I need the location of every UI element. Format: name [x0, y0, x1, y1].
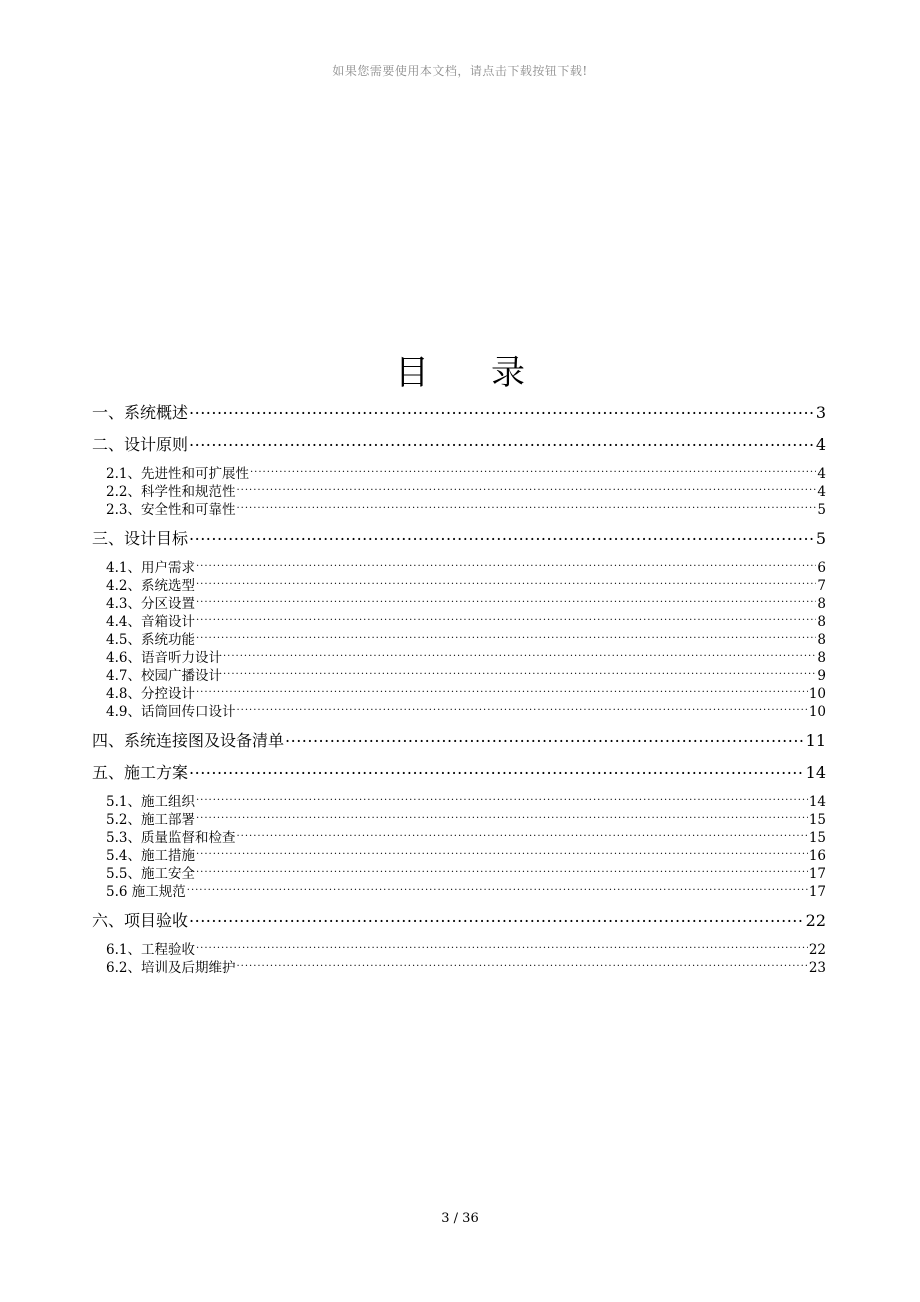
toc-entry[interactable] [92, 402, 826, 424]
toc-subentry-page: 6 [817, 559, 826, 576]
toc-leader-dots [196, 792, 808, 806]
toc-subentry-page: 9 [817, 667, 826, 684]
toc-subentry-label: 5.3、质量监督和检查 [106, 829, 236, 846]
toc-entry-label: 二、设计原则 [92, 435, 189, 454]
toc-entry-page: 3 [815, 403, 826, 422]
toc-subentry[interactable] [92, 684, 826, 702]
toc-subentry[interactable] [92, 702, 826, 720]
toc-subentry[interactable] [92, 864, 826, 882]
toc-subentry-label: 5.1、施工组织 [106, 793, 195, 810]
toc-entry-label: 一、系统概述 [92, 403, 189, 422]
toc-subentry-label: 6.2、培训及后期维护 [106, 959, 236, 976]
toc-subentry-label: 4.6、语音听力设计 [106, 649, 222, 666]
toc-subentry-page: 14 [808, 793, 826, 810]
toc-leader-dots [189, 762, 805, 778]
toc-entry[interactable] [92, 910, 826, 932]
toc-subentry-page: 8 [817, 649, 826, 666]
toc-leader-dots [236, 828, 807, 842]
toc-subentry[interactable] [92, 882, 826, 900]
toc-subentry-label: 2.2、科学性和规范性 [106, 483, 236, 500]
toc-subentry-page: 8 [817, 595, 826, 612]
toc-subentry-label: 5.4、施工措施 [106, 847, 195, 864]
toc-leader-dots [196, 594, 816, 608]
toc-subentry-label: 4.1、用户需求 [106, 559, 195, 576]
toc-subentry-page: 22 [808, 941, 826, 958]
toc-leader-dots [196, 940, 808, 954]
toc-subentry-label: 4.4、音箱设计 [106, 613, 195, 630]
toc-subentry[interactable] [92, 828, 826, 846]
toc-leader-dots [223, 648, 816, 662]
toc-subentry[interactable] [92, 940, 826, 958]
toc-subentry-label: 4.9、话筒回传口设计 [106, 703, 236, 720]
toc-subentry[interactable] [92, 648, 826, 666]
toc-entry-page: 5 [815, 529, 826, 548]
toc-leader-dots [196, 558, 816, 572]
toc-subentry-page: 5 [817, 501, 826, 518]
toc-leader-dots [189, 434, 815, 450]
toc-leader-dots [196, 846, 808, 860]
toc-subentry-page: 10 [808, 685, 826, 702]
table-of-contents [92, 402, 826, 976]
toc-subentry[interactable] [92, 630, 826, 648]
toc-leader-dots [196, 864, 808, 878]
toc-subentry-label: 4.5、系统功能 [106, 631, 195, 648]
toc-subentry[interactable] [92, 792, 826, 810]
toc-subentry-page: 15 [808, 811, 826, 828]
toc-subentry-label: 6.1、工程验收 [106, 941, 195, 958]
toc-subentry-label: 5.5、施工安全 [106, 865, 195, 882]
toc-leader-dots [196, 684, 808, 698]
toc-entry-label: 五、施工方案 [92, 763, 189, 782]
download-notice-header: 如果您需要使用本文档，请点击下载按钮下载! [332, 64, 588, 78]
toc-subentry[interactable] [92, 666, 826, 684]
toc-subentry[interactable] [92, 612, 826, 630]
toc-leader-dots [189, 910, 805, 926]
toc-entry-label: 六、项目验收 [92, 911, 189, 930]
toc-subentry-page: 17 [808, 865, 826, 882]
toc-entry[interactable] [92, 528, 826, 550]
toc-entry-page: 14 [805, 763, 826, 782]
toc-entry-page: 11 [805, 731, 826, 750]
toc-subentry-label: 2.1、先进性和可扩展性 [106, 465, 249, 482]
toc-subentry-page: 16 [808, 847, 826, 864]
toc-subentry[interactable] [92, 576, 826, 594]
toc-subentry[interactable] [92, 482, 826, 500]
toc-subentry[interactable] [92, 594, 826, 612]
toc-leader-dots [196, 612, 816, 626]
toc-subentry-label: 5.6 施工规范 [106, 883, 186, 900]
toc-subentry[interactable] [92, 500, 826, 518]
toc-leader-dots [196, 630, 816, 644]
toc-entry-label: 三、设计目标 [92, 529, 189, 548]
toc-subentry-label: 4.7、校园广播设计 [106, 667, 222, 684]
toc-leader-dots [250, 464, 816, 478]
toc-title-char-2: 录 [491, 353, 525, 393]
toc-subentry[interactable] [92, 810, 826, 828]
toc-subentry-label: 2.3、安全性和可靠性 [106, 501, 236, 518]
toc-entry-label: 四、系统连接图及设备清单 [92, 731, 285, 750]
toc-subentry-page: 17 [808, 883, 826, 900]
toc-leader-dots [196, 576, 816, 590]
toc-entry[interactable] [92, 434, 826, 456]
toc-subentry-page: 8 [817, 613, 826, 630]
toc-subentry-label: 4.2、系统选型 [106, 577, 195, 594]
toc-leader-dots [236, 500, 816, 514]
toc-title [0, 345, 920, 394]
toc-title-char-1: 目 [395, 353, 429, 393]
toc-leader-dots [285, 730, 805, 746]
toc-leader-dots [189, 402, 815, 418]
toc-leader-dots [196, 810, 808, 824]
toc-entry-page: 22 [805, 911, 826, 930]
toc-leader-dots [189, 528, 815, 544]
toc-subentry-label: 4.8、分控设计 [106, 685, 195, 702]
toc-entry[interactable] [92, 762, 826, 784]
toc-subentry[interactable] [92, 464, 826, 482]
toc-subentry-page: 4 [817, 483, 826, 500]
toc-leader-dots [187, 882, 808, 896]
toc-subentry-label: 5.2、施工部署 [106, 811, 195, 828]
toc-subentry[interactable] [92, 958, 826, 976]
toc-subentry-page: 15 [808, 829, 826, 846]
toc-leader-dots [236, 482, 816, 496]
page-number-footer: 3 / 36 [441, 1211, 479, 1226]
toc-leader-dots [236, 958, 807, 972]
toc-leader-dots [236, 702, 807, 716]
toc-subentry[interactable] [92, 558, 826, 576]
toc-subentry-page: 23 [808, 959, 826, 976]
toc-subentry-page: 4 [817, 465, 826, 482]
toc-entry[interactable] [92, 730, 826, 752]
toc-subentry[interactable] [92, 846, 826, 864]
toc-entry-page: 4 [815, 435, 826, 454]
toc-leader-dots [223, 666, 816, 680]
toc-subentry-page: 8 [817, 631, 826, 648]
toc-subentry-page: 10 [808, 703, 826, 720]
toc-subentry-page: 7 [817, 577, 826, 594]
toc-subentry-label: 4.3、分区设置 [106, 595, 195, 612]
